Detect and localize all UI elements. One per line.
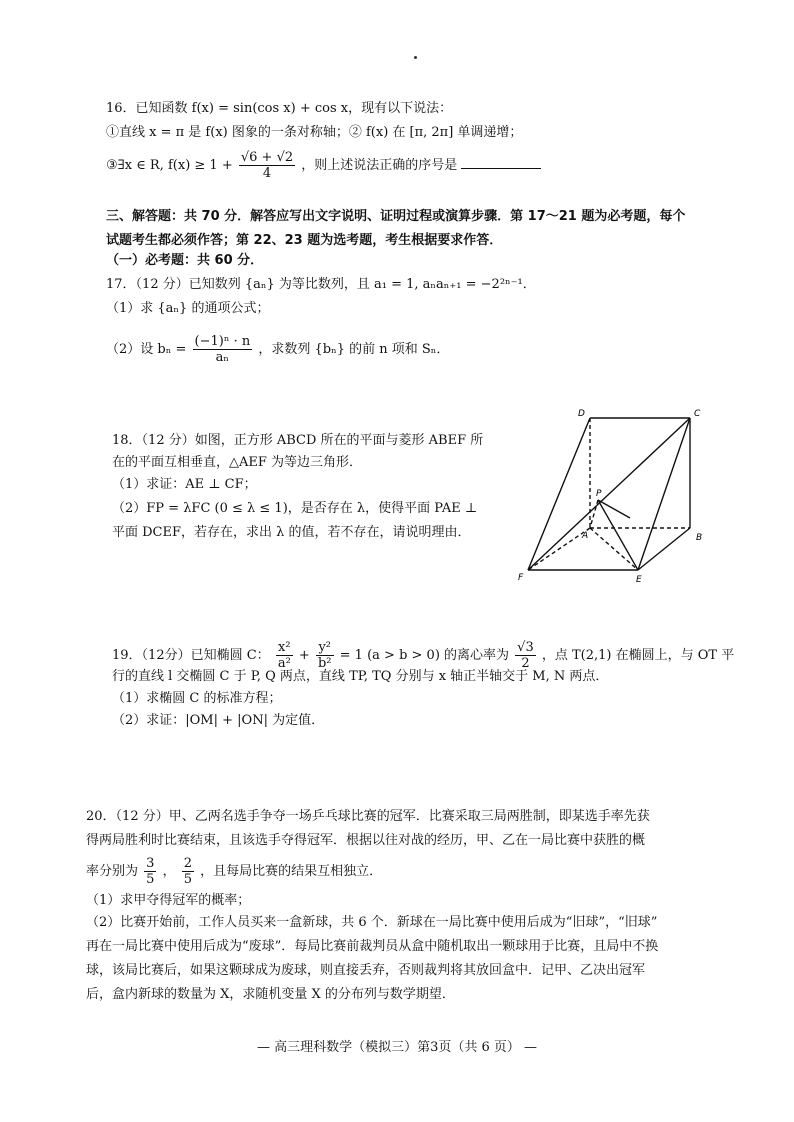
q20-frac1-num: 3 xyxy=(146,856,155,871)
q20-line-6: 再在一局比赛中使用后成为“废球”．每局比赛前裁判员从盒中随机取出一颗球用于比赛，且局中不换 xyxy=(86,939,659,954)
q20-frac2-den: 5 xyxy=(183,872,193,887)
q17-line-3-post: ，求数列 {bₙ} 的前 n 项和 Sₙ． xyxy=(258,342,450,357)
q17-frac-num: (−1)ⁿ · n xyxy=(194,334,251,349)
q19-frac3-den: 2 xyxy=(521,656,530,671)
q19-line-1-post: ，点 T(2,1) 在椭圆上，与 OT 平 xyxy=(541,648,735,663)
q16-frac-num: √6 + √2 xyxy=(240,150,294,165)
q18-line-3: （1）求证：AE ⊥ CF； xyxy=(112,477,257,492)
scan-dot xyxy=(414,56,417,59)
q19-frac3-num: √3 xyxy=(517,640,534,655)
q19-line-4: （2）求证：|OM| + |ON| 为定值． xyxy=(112,713,325,728)
q19-line-2: 行的直线 l 交椭圆 C 于 P, Q 两点，直线 TP, TQ 分别与 x 轴正半轴交于 M, N 两点． xyxy=(112,669,609,684)
q17-line-3-pre: （2）设 bₙ = xyxy=(106,342,187,357)
q19-line-1 xyxy=(112,640,734,671)
label-p: P xyxy=(596,489,602,499)
q18-line-4: （2）FP = λFC (0 ≤ λ ≤ 1)，是否存在 λ，使得平面 PAE ⊥ xyxy=(112,501,478,516)
q18-line-5: 平面 DCEF，若存在，求出 λ 的值，若不存在，请说明理由． xyxy=(112,525,471,540)
label-e: E xyxy=(636,575,642,585)
q20-line-5: （2）比赛开始前，工作人员买来一盒新球，共 6 个．新球在一局比赛中使用后成为“旧球”，“旧球” xyxy=(86,915,658,930)
label-c: C xyxy=(694,409,701,419)
q16-line-3-pre: ③∃x ∈ R, f(x) ≥ 1 + xyxy=(106,158,233,173)
q20-frac2-num: 2 xyxy=(183,856,193,871)
q18-line-2: 在的平面互相垂直，△AEF 为等边三角形． xyxy=(112,455,363,470)
q18-geometry-figure xyxy=(510,400,730,590)
q20-line-2: 得两局胜利时比赛结束，且该选手夺得冠军．根据以往对战的经历，甲、乙在一局比赛中获胜的概 xyxy=(86,833,646,848)
q20-frac1-den: 5 xyxy=(146,872,155,887)
q19-frac1-num: x² xyxy=(276,640,293,656)
q16-line-2: ①直线 x = π 是 f(x) 图象的一条对称轴；② f(x) 在 [π, 2π] 单调递增； xyxy=(106,125,523,140)
q17-line-3 xyxy=(106,334,449,365)
q16-line-3 xyxy=(106,150,541,181)
q20-line-8: 后，盒内新球的数量为 X，求随机变量 X 的分布列与数学期望． xyxy=(86,987,455,1002)
q20-line-3-pre: 率分别为 xyxy=(86,864,139,879)
edge-ce xyxy=(638,418,690,570)
q20-sep: ， xyxy=(162,864,176,879)
q19-line-1-pre: 19．（12分）已知椭圆 C： xyxy=(112,648,270,663)
page-footer: — 高三理科数学（模拟三）第3页（共 6 页） — xyxy=(256,1040,538,1055)
q20-line-3-post: ，且每局比赛的结果互相独立． xyxy=(200,864,383,879)
q19-fraction-y xyxy=(316,640,334,671)
q16-answer-blank xyxy=(461,156,541,169)
q19-frac2-den: b² xyxy=(317,656,332,671)
q17-fraction xyxy=(193,334,253,365)
q17-frac-den: aₙ xyxy=(215,350,230,365)
q19-frac1-den: a² xyxy=(277,656,291,671)
q19-fraction-e xyxy=(515,640,536,671)
label-b: B xyxy=(696,533,703,543)
q20-line-7: 球，该局比赛后，如果这颗球成为废球，则直接丢弃，否则裁判将其放回盒中．记甲、乙决出冠军 xyxy=(86,963,646,978)
q17-line-2: （1）求 {aₙ} 的通项公式； xyxy=(106,301,270,316)
edge-df xyxy=(528,418,590,570)
label-f: F xyxy=(518,573,524,583)
q20-line-4: （1）求甲夺得冠军的概率； xyxy=(86,893,251,908)
q19-plus: + xyxy=(298,648,310,663)
label-d: D xyxy=(578,409,585,419)
q16-line-3-post: ，则上述说法正确的序号是 xyxy=(301,158,458,173)
q20-line-3 xyxy=(86,856,382,887)
section3-line-2: 试题考生都必须作答；第 22、23 题为选考题，考生根据要求作答． xyxy=(106,233,503,248)
q16-frac-den: 4 xyxy=(262,166,272,181)
edge-pa xyxy=(590,500,598,528)
q20-fraction-2 xyxy=(182,856,194,887)
q16-line-1: 16．已知函数 f(x) = sin(cos x) + cos x，现有以下说法： xyxy=(106,101,453,116)
q16-fraction xyxy=(239,150,295,181)
section3-line-3: （一）必考题：共 60 分． xyxy=(106,253,264,268)
q20-fraction-1 xyxy=(144,856,156,887)
q19-line-3: （1）求椭圆 C 的标准方程； xyxy=(112,691,282,706)
label-a: A xyxy=(582,531,589,541)
q19-fraction-x xyxy=(276,640,293,671)
q18-line-1: 18．（12 分）如图，正方形 ABCD 所在的平面与菱形 ABEF 所 xyxy=(112,433,484,448)
edge-ae xyxy=(590,528,638,570)
q19-line-1-mid: = 1 (a > b > 0) 的离心率为 xyxy=(339,648,510,663)
q20-line-1: 20．（12 分）甲、乙两名选手争夺一场乒乓球比赛的冠军．比赛采取三局两胜制，即某选手率先获 xyxy=(86,809,650,824)
q19-frac2-num: y² xyxy=(316,640,334,656)
section3-line-1: 三、解答题：共 70 分．解答应写出文字说明、证明过程或演算步骤．第 17～21 题为必考题，每个 xyxy=(106,209,686,224)
q17-line-1: 17．（12 分）已知数列 {aₙ} 为等比数列，且 a₁ = 1, aₙaₙ₊₁ = −2²ⁿ⁻¹． xyxy=(106,277,536,292)
